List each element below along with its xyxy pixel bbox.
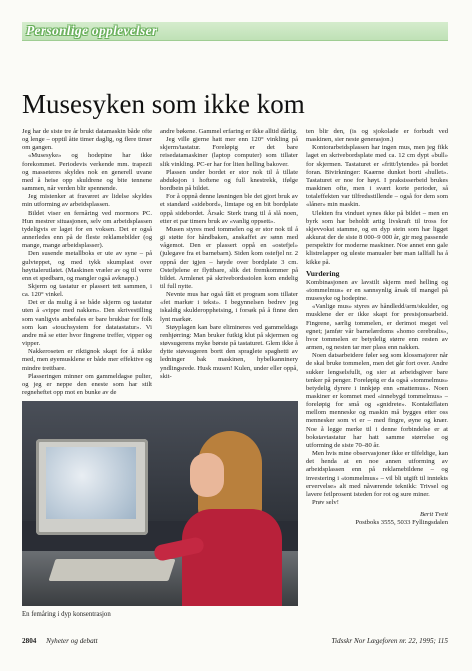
paragraph: Plasseringen minner om gammeldagse pulter, og jeg er neppe den eneste som har stilt regneheftet opp mot en bunke av de bbox=[22, 372, 152, 396]
author-signature: Berit Tveit bbox=[419, 511, 448, 519]
paragraph: Skjerm og tastatur er plassert tett sammen, i ca. 120° vinkel. bbox=[22, 282, 152, 299]
paragraph: Prøv selv! bbox=[312, 499, 339, 507]
section-banner bbox=[22, 22, 448, 41]
paragraph: Bildet viser en fernåring ved mormors PC. Hun mestrer situasjonen, selv om arbeidsplassen tydeligvis er laget for en voksen. Det er også annerledes enn på de fleste reklamebilder (og mange, mange arbeidsplasser). bbox=[22, 209, 152, 250]
paragraph: For å oppnå denne løsningen ble det gjort bruk av et standard «sidebord», limtape og en bit bordplate oppå sidebordet. Årsak: Sterk trang til å slå noen, etter et par timers bruk av «vanlig oppsett». bbox=[160, 193, 298, 225]
paragraph: Jeg mistenker at fraværet av lidelse skyldes min utforming av arbeidsplassen. bbox=[22, 193, 152, 209]
article-headline: Musesyken som ikke kom bbox=[22, 89, 305, 119]
photo-child-body bbox=[182, 509, 282, 606]
article-photo bbox=[22, 401, 298, 606]
paragraph: Kontorarbeidsplassen har ingen mus, men jeg fikk laget en skrivebordsplate med ca. 12 cm dypt «bull» for skjermen. Tastaturet er «fritt/lytende» på bordet foran. Bivirkninger: Kaærne dunket borti «hullet». Tastaturet er noe for høyt. I praksisserbeid brukes maskinen ofte, men i svært korte perioder, så totaleffekten var tilfredsstillende – også for dem som «låner» min maskin. bbox=[306, 144, 448, 209]
paragraph: Ulekten fra vinduet synes ikke på bildet – men en byrk som har beholdt artig livskraft til tross for skjevvokst stamme, og en dyp stein som har ligget akkurat der de siste 8 000–9 000 år, gir meg passende perspektiv for moderne maskiner. Noe annet enn gale klistrelapper og uleste manualer bør man iallfall ha å kikke på. bbox=[306, 209, 448, 266]
paragraph: Nevnte mus har også fått et program som tillater «fet markør i tekst». I begynnelsen bedrev jeg iskaldig skulderoppheising, i forsøk på å finne den lynt markør. bbox=[160, 291, 298, 323]
paragraph: Støyplagen kan bare elimineres ved gammeldags renhjørring: Man bruker futkig klut på skjermen og støvsugerens myke børste på tastaturet. Glem ikke å dytte støvsugeren bortt den spraglete spaghetti av ledninger bak maskinen, hybelkanninery yndlingsrede. Husk musen! Kulen, under eller oppå, skit- bbox=[160, 323, 298, 380]
paragraph: Den susende metallboks er ute av syne – på gulvteppet, og med tykk skumplast over høyttalerutlatet. (Maskinen vræler av og til verre enn et spedbarn, og mangler også avknapp.) bbox=[22, 250, 152, 282]
article-column-2 bbox=[160, 128, 298, 393]
paragraph: Det er da mulig å se både skjerm og tastatur uten å «vippe med nakken». Den skrivestilling som vanligvis anbefales er bare brukbar for folk som kan «touchsystem for datatastatur». Vi andre må se etter hvor fingrene treffer, vipper og vipper. bbox=[22, 299, 152, 348]
paragraph: andre bøkene. Gammel erfaring er ikke alltid dårlig. bbox=[160, 128, 298, 135]
paragraph: «Musesyke» og hodepine har ikke forekommet. Periodevis verkende mm. trapezii og masseteres skyldes nok en generell uvane med å heise opp skuldrene og bite tennene sammen, når verden blir spennende. bbox=[22, 152, 152, 193]
paragraph: Jeg har de siste tre år brukt datamaskin både ofte og lenge – opptil åtte timer daglig, og flere timer om gangen. bbox=[22, 128, 152, 152]
paragraph: Jeg ville gjerne hatt mer enn 120° vinkling på skjerm/tastatur. Foreløpig er det bare reisedatamaskiner (laptop computer) som tillater slik vinkling. PC-er har for liten helling bakover. bbox=[160, 136, 298, 168]
paragraph: ten blir den, (is og sjokolade er forbudt ved maskinen, sier neste generasjon.) bbox=[306, 128, 448, 144]
article-column-1 bbox=[22, 128, 152, 396]
photo-monitor bbox=[36, 439, 148, 535]
footer-left bbox=[22, 637, 98, 645]
paragraph: Men hvis mine observasjoner ikke er tilfeldige, kan det henda at en noe annen utforming av arbeidsplassen enn på reklamebildene – og investering i «tommelmus» – vil bli utgift til inntekts ervervelse» alt med nåværende teknikk: Trivsel og lavere feilprosent isteden for rot og sure miner. bbox=[306, 450, 448, 498]
paragraph: Kombinasjonen av lavstilt skjerm med helling og «tommelmus» er en sannsynlig årsak til mangel på musesyke og hodepine. bbox=[306, 278, 448, 303]
page-number: 2804 bbox=[22, 637, 37, 645]
journal-citation: Tidsskr Nor Lægeforen nr. 22, 1995; 115 bbox=[331, 637, 448, 645]
section-title: Personlige opplevelser bbox=[26, 23, 158, 38]
paragraph: Plassen under bordet er stor nok til å tillate abduksjon i hoftene og full knestrekk, ifølge bordbein på bildet. bbox=[160, 168, 298, 193]
magazine-name: Nyheter og debatt bbox=[46, 637, 98, 645]
photo-screen bbox=[46, 447, 136, 519]
paragraph: «Vanlige mus» styres av håndledd/arm/skulder, og musklene der er ikke skapt for presisjonsarbeid. Fingrene, særlig tommelen, er derimot meget vel egnet; jamfør vår barnelærdoms «homo cerebralis», hvor tommelen er betydelig større enn resten av armen, og nesten tar mer plass enn nakken. bbox=[306, 303, 448, 352]
subheading: Vurdering bbox=[306, 268, 340, 278]
photo-keyboard bbox=[48, 559, 175, 581]
paragraph: Musen styres med tommelen og er stor nok til å gi støtte for håndbaken, anskaffet av sønn med vågemot. Den er plassert oppå en «ostefjel» (julegave fra et barnebarn). Siden kom ostefjel nr. 2 oppnå der igjen – høyde over bordplate 3 cm. Ostefjelene er flyttbare, slik det fremkommer på bildet. Armlenet på skrivebordsstolen kom endelig til full nytte. bbox=[160, 225, 298, 290]
photo-caption: En femåring i dyp konsentrasjon bbox=[22, 611, 111, 618]
paragraph: Noen datsarbeidere føler seg som klossmajorer når de skal bruke tommelen, men det går fort over. Andre sukker lengselsfullt, og sier at arbeidsgiver bare tenker på penger. Foreløpig er da også «tommelmus» betydelig dyrere i innkjøp enn «mattemus». Noen maskiner er kommet med «innebygd tommelmus» – foreløpig for små og «gnidrete». Kontaktflaten mellom menneske og maskin må bygges etter oss mennesker som vi er – med fingre, øyne og knær. Noe å legge merke til i denne forbindelse er at bokstavtastatur har hatt samme størrelse og utforming de siste 70–80 år. bbox=[306, 352, 448, 449]
paragraph: Nakkeroseten er riktignok skapt for å nikke med, men øyemusklene er både mer effektive og mindre trettbare. bbox=[22, 348, 152, 372]
article-column-3 bbox=[306, 128, 448, 600]
author-address: Postboks 3555, 5033 Fyllingsdalen bbox=[355, 519, 448, 527]
photo-child-face bbox=[190, 453, 224, 497]
